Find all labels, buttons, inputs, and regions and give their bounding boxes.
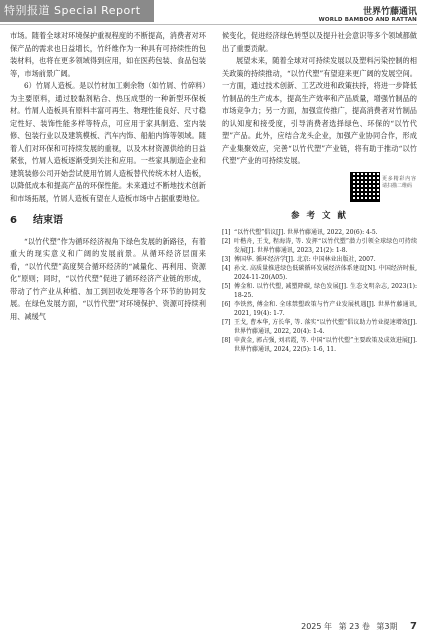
reference-number: [5] bbox=[222, 283, 231, 290]
reference-text: 孙文. 高质量推进绿色低碳循环发展经济体系建设[N]. 中国经济时报, 2024-11-20(A05). bbox=[234, 265, 417, 281]
reference-item bbox=[222, 228, 417, 237]
reference-number: [4] bbox=[222, 265, 231, 272]
reference-item bbox=[222, 336, 417, 354]
reference-text: 王戈, 曹本华, 方长华, 等. 落实“以竹代塑”倡议助力竹业提速增效[J]. 世界竹藤通讯, 2022, 20(4): 1-4. bbox=[234, 319, 417, 335]
section-banner: 特别报道 Special Report bbox=[0, 0, 154, 22]
reference-text: “以竹代塑”倡议[J]. 世界竹藤通讯, 2022, 20(6): 4-5. bbox=[234, 229, 378, 236]
paragraph: 候变化，促进经济绿色转型以及提升社会意识等多个领域都做出了重要贡献。 bbox=[222, 31, 417, 53]
journal-title-en: WORLD BAMBOO AND RATTAN bbox=[318, 17, 417, 23]
qr-block bbox=[222, 172, 417, 204]
reference-number: [3] bbox=[222, 256, 231, 263]
reference-item bbox=[222, 255, 417, 264]
reference-number: [7] bbox=[222, 319, 231, 326]
section-title: 结束语 bbox=[32, 215, 63, 226]
qr-caption: 更多精彩内容 请扫描二维码 bbox=[382, 175, 416, 189]
reference-item bbox=[222, 318, 417, 336]
reference-text: 叶楷舟, 王戈, 程海涛, 等. 发挥“以竹代塑”潜力引领全球绿色可持续发展[J]. 世界竹藤通讯, 2023, 21(2): 1-8. bbox=[234, 238, 417, 254]
header-divider bbox=[0, 24, 417, 25]
paragraph: 展望未来，随着全球对可持续发展以及塑料污染控制的相关政策的持续推动，“以竹代塑”有望迎来更广阔的发展空间。一方面，通过技术创新、工艺改进和政策扶持，将进一步降低竹制品的生产成本，提高生产效率和产品质量，增强竹制品的市场竞争力；另一方面，加强宣传推广，提高消费者对竹制品的认知度和接受度，引导消费者选择绿色、环保的“以竹代塑”产品。此外，应结合龙头企业，加强产业协同合作，形成产业集聚效应，完善“以竹代塑”产业链，将有助于推动“以竹代塑”产业的可持续发展。 bbox=[222, 56, 417, 165]
paragraph: 6）竹屑人造板。是以竹材加工剩余物（如竹屑、竹碎料）为主要原料，通过胶黏剂粘合、热压成型的一种新型环保板材。竹屑人造板具有原料丰富可再生、物理性能良好、尺寸稳定性好、装饰性能多样等特点，可应用于家具制造、室内装修、包装行业以及建筑模板、汽车内饰、船舶内饰等领域。随着人们对环保和可持续发展的重视，以及木材资源供给的日益紧张，竹屑人造板逐渐受到关注和应用。一些家具制造企业和建筑装修公司开始尝试使用竹屑人造板替代传统木材人造板，以降低成本和提高产品的环保性能。未来通过不断地技术创新和市场拓展，竹屑人造板有望在人造板市场中占据重要地位。 bbox=[10, 81, 206, 203]
reference-item bbox=[222, 282, 417, 300]
qr-code-icon[interactable] bbox=[350, 172, 380, 202]
right-column bbox=[222, 30, 417, 354]
paragraph: “以竹代塑”作为循环经济视角下绿色发展的新路径，有着重大的现实意义和广阔的发展前景。从循环经济层面来看，“以竹代塑”高度契合循环经济的“减量化、再利用、资源化”原则；同时，“以竹代塑”促进了循环经济产业链的形成，带动了竹产业从种植、加工到回收处理等各个环节的协同发展。在绿色发展方面，“以竹代塑”对环境保护、资源可持续利用、减缓气 bbox=[10, 236, 206, 321]
reference-text: 傅国华. 循环经济学[J]. 北京: 中国林业出版社, 2007. bbox=[234, 256, 376, 263]
references-heading: 参 考 文 献 bbox=[291, 210, 348, 221]
reference-text: 申黄金, 郭占强, 刘君霞, 等. 中国“以竹代塑”主要政策及成效进展[J]. 世界竹藤通讯, 2024, 22(5): 1-6, 11. bbox=[234, 337, 417, 353]
reference-number: [2] bbox=[222, 238, 231, 245]
footer-volume: 第 23 卷 bbox=[338, 622, 370, 631]
reference-text: 傅金和. 以竹代塑, 减塑降碳, 绿色发展[J]. 生态文明杂志, 2023(1): 18-25. bbox=[234, 283, 417, 299]
reference-number: [1] bbox=[222, 229, 231, 236]
journal-masthead bbox=[319, 4, 417, 23]
reference-list bbox=[222, 228, 417, 354]
left-column bbox=[10, 30, 206, 323]
reference-text: 李铁然, 傅金和. 全球禁塑政策与竹产业发展机遇[J]. 世界竹藤通讯, 2021, 19(4): 1-7. bbox=[234, 301, 417, 317]
reference-item bbox=[222, 300, 417, 318]
paragraph: 市场。随着全球对环境保护重视程度的不断提高，消费者对环保产品的需求也日益增长，竹纤维作为一种具有可持续性的包装材料，也将在更多领域得到应用，如在医药包装、食品包装等，市场前景广阔。 bbox=[10, 31, 206, 78]
page-footer bbox=[297, 621, 417, 632]
journal-title-cn: 世界竹藤通讯 bbox=[362, 7, 417, 17]
reference-number: [6] bbox=[222, 301, 231, 308]
page-number: 7 bbox=[410, 621, 417, 632]
section-heading bbox=[10, 215, 206, 228]
reference-item bbox=[222, 264, 417, 282]
footer-year: 2025 年 bbox=[301, 622, 333, 631]
reference-number: [8] bbox=[222, 337, 231, 344]
footer-issue: 第3期 bbox=[376, 622, 398, 631]
section-number: 6 bbox=[10, 215, 17, 226]
reference-item bbox=[222, 237, 417, 255]
